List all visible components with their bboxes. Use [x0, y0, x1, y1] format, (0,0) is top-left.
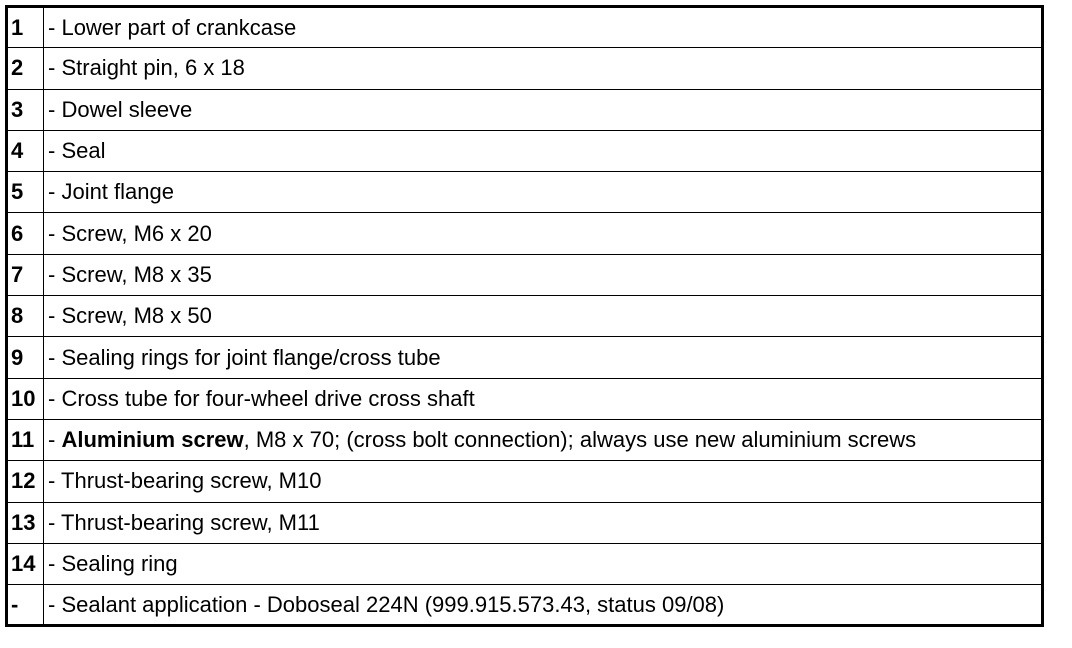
item-dash: - — [48, 14, 62, 40]
item-description — [44, 254, 1043, 295]
table-row — [7, 461, 1043, 502]
item-number: 11 — [7, 419, 44, 460]
item-description — [44, 130, 1043, 171]
table-row — [7, 89, 1043, 130]
item-dash: - — [48, 468, 62, 494]
item-text: Thrust-bearing screw, M11 — [61, 509, 320, 535]
item-text: Dowel sleeve — [61, 96, 193, 122]
item-text: Sealing ring — [61, 551, 178, 576]
table-row — [7, 543, 1043, 584]
table-row — [7, 172, 1043, 213]
item-emphasis: Aluminium screw — [61, 427, 244, 453]
table-row — [7, 130, 1043, 171]
item-dash: - — [48, 551, 62, 576]
item-description — [44, 337, 1043, 378]
item-dash: - — [48, 261, 62, 287]
item-text: Sealant application - Doboseal 224N (999.915.573.43, status 09/08) — [61, 591, 725, 617]
table-row — [7, 254, 1043, 295]
item-text: Screw, M8 x 50 — [61, 303, 212, 329]
table-row — [7, 502, 1043, 543]
item-dash: - — [48, 96, 62, 122]
item-dash: - — [48, 427, 62, 453]
item-text: Joint flange — [61, 179, 174, 205]
item-number: 13 — [7, 502, 44, 543]
item-description — [44, 213, 1043, 254]
item-description — [44, 7, 1043, 48]
item-dash: - — [48, 344, 62, 370]
item-number: 7 — [7, 254, 44, 295]
item-number: 1 — [7, 7, 44, 48]
item-number: 6 — [7, 213, 44, 254]
item-dash: - — [48, 55, 62, 81]
item-text: Straight pin, 6 x 18 — [61, 55, 245, 81]
item-dash: - — [48, 303, 62, 329]
item-dash: - — [48, 385, 62, 411]
item-number: 14 — [7, 543, 44, 584]
item-number: 2 — [7, 48, 44, 89]
item-number: 10 — [7, 378, 44, 419]
item-description — [44, 296, 1043, 337]
item-text: Seal — [61, 138, 106, 164]
table-row — [7, 378, 1043, 419]
item-number: 4 — [7, 130, 44, 171]
item-dash: - — [48, 509, 62, 535]
item-text: Lower part of crankcase — [61, 14, 297, 40]
item-text: Sealing rings for joint flange/cross tube — [61, 344, 441, 370]
parts-legend-body — [7, 7, 1043, 626]
item-number: 12 — [7, 461, 44, 502]
table-row — [7, 213, 1043, 254]
item-number: 3 — [7, 89, 44, 130]
item-dash: - — [48, 138, 62, 164]
item-text: , M8 x 70; (cross bolt connection); always use new aluminium screws — [243, 427, 917, 453]
table-row — [7, 7, 1043, 48]
item-text: Cross tube for four-wheel drive cross shaft — [61, 385, 475, 411]
item-number: 8 — [7, 296, 44, 337]
table-row — [7, 419, 1043, 460]
item-description — [44, 502, 1043, 543]
table-row — [7, 585, 1043, 626]
table-row — [7, 48, 1043, 89]
item-dash: - — [48, 179, 62, 205]
item-dash: - — [48, 220, 62, 246]
item-description — [44, 48, 1043, 89]
item-description — [44, 585, 1043, 626]
item-description — [44, 378, 1043, 419]
item-text: Thrust-bearing screw, M10 — [61, 468, 322, 494]
item-description — [44, 89, 1043, 130]
item-description — [44, 461, 1043, 502]
item-text: Screw, M6 x 20 — [61, 220, 212, 246]
table-row — [7, 296, 1043, 337]
item-description — [44, 419, 1043, 460]
item-number: 5 — [7, 172, 44, 213]
item-description — [44, 543, 1043, 584]
item-dash: - — [48, 591, 62, 617]
item-number: 9 — [7, 337, 44, 378]
item-number: - — [7, 585, 44, 626]
item-text: Screw, M8 x 35 — [61, 261, 212, 287]
item-description — [44, 172, 1043, 213]
table-row — [7, 337, 1043, 378]
parts-legend-table — [5, 5, 1044, 627]
